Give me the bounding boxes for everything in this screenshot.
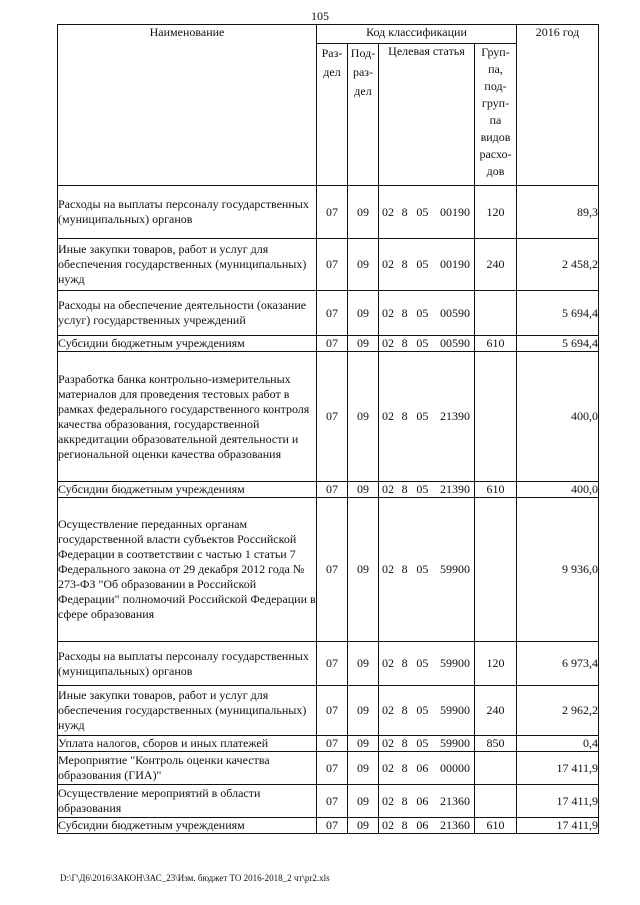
row-group: 850 [475,736,517,752]
table-row [58,642,599,686]
row-name: Расходы на выплаты персоналу государственных (муниципальных) органов [58,642,317,686]
row-subsection: 09 [348,686,379,736]
header-classification: Код классификации [317,25,517,44]
row-group: 610 [475,818,517,834]
target-part-3: 06 [416,760,429,775]
row-name: Осуществление мероприятий в области образования [58,785,317,818]
row-target [379,291,475,336]
table-row [58,336,599,352]
row-group [475,498,517,642]
row-group [475,785,517,818]
table-body [58,186,599,834]
target-part-2: 8 [401,793,408,808]
target-part-1: 02 [382,818,394,832]
row-group: 240 [475,239,517,291]
target-part-3: 05 [416,257,429,271]
row-name: Уплата налогов, сборов и иных платежей [58,736,317,752]
row-amount: 2 458,2 [517,239,599,291]
target-part-2: 8 [401,257,408,271]
header-target: Целевая статья [379,44,475,186]
header-row-top [58,25,599,44]
row-name: Субсидии бюджетным учреждениям [58,818,317,834]
table-row [58,239,599,291]
target-part-3: 05 [416,336,429,350]
target-part-1: 02 [382,793,394,808]
row-subsection: 09 [348,752,379,785]
row-section: 07 [317,642,348,686]
row-name: Иные закупки товаров, работ и услуг для обеспечения государственных (муниципальных) нужд [58,239,317,291]
row-amount: 17 411,9 [517,818,599,834]
row-group [475,291,517,336]
target-part-3: 06 [416,818,429,832]
row-target [379,736,475,752]
target-part-2: 8 [401,562,408,576]
row-amount: 400,0 [517,482,599,498]
row-name: Расходы на выплаты персоналу государственных (муниципальных) органов [58,186,317,239]
row-amount: 17 411,9 [517,785,599,818]
header-year: 2016 год [517,25,599,186]
budget-table [57,24,599,834]
target-part-2: 8 [401,703,408,717]
row-subsection: 09 [348,785,379,818]
row-section: 07 [317,186,348,239]
row-section: 07 [317,785,348,818]
header-group: Груп- па, под- груп- па видов расхо- дов [475,44,517,186]
row-target-code [379,703,474,718]
row-target [379,686,475,736]
row-section: 07 [317,239,348,291]
target-part-1: 02 [382,305,394,320]
table-row [58,785,599,818]
header-section: Раз- дел [317,44,348,186]
row-target [379,498,475,642]
row-target-code [379,761,474,776]
row-amount: 6 973,4 [517,642,599,686]
header-name: Наименование [58,25,317,186]
page-number: 105 [311,9,329,23]
row-name: Субсидии бюджетным учреждениям [58,336,317,352]
row-name: Разработка банка контрольно-измерительных материалов для проведения тестовых работ в рамках федерального государственного контроля качества образования, государственной аккредитации образовательной деятельности и региональной оценки качества образования [58,352,317,482]
target-part-3: 06 [416,793,429,808]
row-target [379,336,475,352]
row-name: Осуществление переданных органам государственной власти субъектов Российской Федерации в соответствии с частью 1 статьи 7 Федерального закона от 29 декабря 2012 года № 273-ФЗ "Об образовании в Российской Федерации" полномочий Российской Федерации в сфере образования [58,498,317,642]
target-part-4: 59900 [439,656,470,670]
table-row [58,498,599,642]
target-part-3: 05 [416,204,429,219]
row-subsection: 09 [348,336,379,352]
row-group: 240 [475,686,517,736]
target-part-4: 00590 [439,336,470,350]
row-target [379,186,475,239]
row-section: 07 [317,686,348,736]
row-target-code [379,409,474,424]
target-part-3: 05 [416,656,429,670]
table-row [58,752,599,785]
target-part-4: 00590 [439,305,470,320]
target-part-4: 59900 [439,703,470,717]
target-part-2: 8 [401,482,408,496]
target-part-4: 59900 [439,562,470,576]
row-section: 07 [317,482,348,498]
row-subsection: 09 [348,736,379,752]
target-part-1: 02 [382,482,394,496]
row-target-code [379,656,474,671]
row-amount: 89,3 [517,186,599,239]
target-part-4: 59900 [439,736,470,750]
row-group: 610 [475,336,517,352]
row-group [475,752,517,785]
target-part-1: 02 [382,562,394,576]
row-amount: 0,4 [517,736,599,752]
target-part-3: 05 [416,482,429,496]
target-part-1: 02 [382,760,394,775]
table-row [58,686,599,736]
row-target [379,785,475,818]
header-subsection: Под- раз- дел [348,44,379,186]
row-amount: 5 694,4 [517,336,599,352]
row-section: 07 [317,498,348,642]
target-part-2: 8 [401,760,408,775]
row-target-code [379,257,474,272]
target-part-1: 02 [382,656,394,670]
row-section: 07 [317,352,348,482]
target-part-3: 05 [416,409,429,423]
target-part-1: 02 [382,409,394,423]
row-name: Мероприятие "Контроль оценки качества образования (ГИА)" [58,752,317,785]
row-amount: 400,0 [517,352,599,482]
row-target [379,239,475,291]
table-row [58,291,599,336]
row-target-code [379,736,474,751]
target-part-4: 00000 [439,760,470,775]
row-subsection: 09 [348,482,379,498]
table-row [58,352,599,482]
target-part-4: 21360 [439,793,470,808]
row-group: 120 [475,186,517,239]
target-part-4: 00190 [439,257,470,271]
row-subsection: 09 [348,186,379,239]
row-section: 07 [317,291,348,336]
target-part-1: 02 [382,336,394,350]
target-part-2: 8 [401,305,408,320]
target-part-3: 05 [416,703,429,717]
row-target-code [379,306,474,321]
target-part-1: 02 [382,257,394,271]
target-part-1: 02 [382,736,394,750]
row-amount: 17 411,9 [517,752,599,785]
table-row [58,186,599,239]
row-target [379,752,475,785]
target-part-3: 05 [416,736,429,750]
row-target-code [379,205,474,220]
row-name: Расходы на обеспечение деятельности (оказание услуг) государственных учреждений [58,291,317,336]
target-part-3: 05 [416,305,429,320]
row-name: Иные закупки товаров, работ и услуг для обеспечения государственных (муниципальных) нужд [58,686,317,736]
row-subsection: 09 [348,352,379,482]
footer-file-path: D:\Г\Д6\2016\ЗАКОН\ЗАС_23\Изм. бюджет ТО 2016-2018_2 чт\pr2.xls [60,873,330,883]
target-part-1: 02 [382,703,394,717]
row-group: 120 [475,642,517,686]
row-name: Субсидии бюджетным учреждениям [58,482,317,498]
target-part-1: 02 [382,204,394,219]
target-part-2: 8 [401,204,408,219]
row-section: 07 [317,736,348,752]
row-section: 07 [317,752,348,785]
row-target-code [379,482,474,497]
row-group: 610 [475,482,517,498]
target-part-4: 21390 [439,482,470,496]
target-part-4: 00190 [439,204,470,219]
target-part-2: 8 [401,736,408,750]
row-target [379,642,475,686]
target-part-2: 8 [401,336,408,350]
target-part-2: 8 [401,818,408,832]
row-amount: 9 936,0 [517,498,599,642]
row-group [475,352,517,482]
row-target-code [379,336,474,351]
row-subsection: 09 [348,642,379,686]
target-part-4: 21390 [439,409,470,423]
row-subsection: 09 [348,498,379,642]
row-section: 07 [317,336,348,352]
row-amount: 5 694,4 [517,291,599,336]
target-part-3: 05 [416,562,429,576]
target-part-4: 21360 [439,818,470,832]
row-amount: 2 962,2 [517,686,599,736]
row-target [379,818,475,834]
row-subsection: 09 [348,291,379,336]
row-subsection: 09 [348,818,379,834]
table-row [58,818,599,834]
table-row [58,482,599,498]
target-part-2: 8 [401,656,408,670]
table-row [58,736,599,752]
row-target [379,352,475,482]
row-target-code [379,794,474,809]
target-part-2: 8 [401,409,408,423]
row-target-code [379,818,474,833]
row-target [379,482,475,498]
row-target-code [379,562,474,577]
row-subsection: 09 [348,239,379,291]
row-section: 07 [317,818,348,834]
